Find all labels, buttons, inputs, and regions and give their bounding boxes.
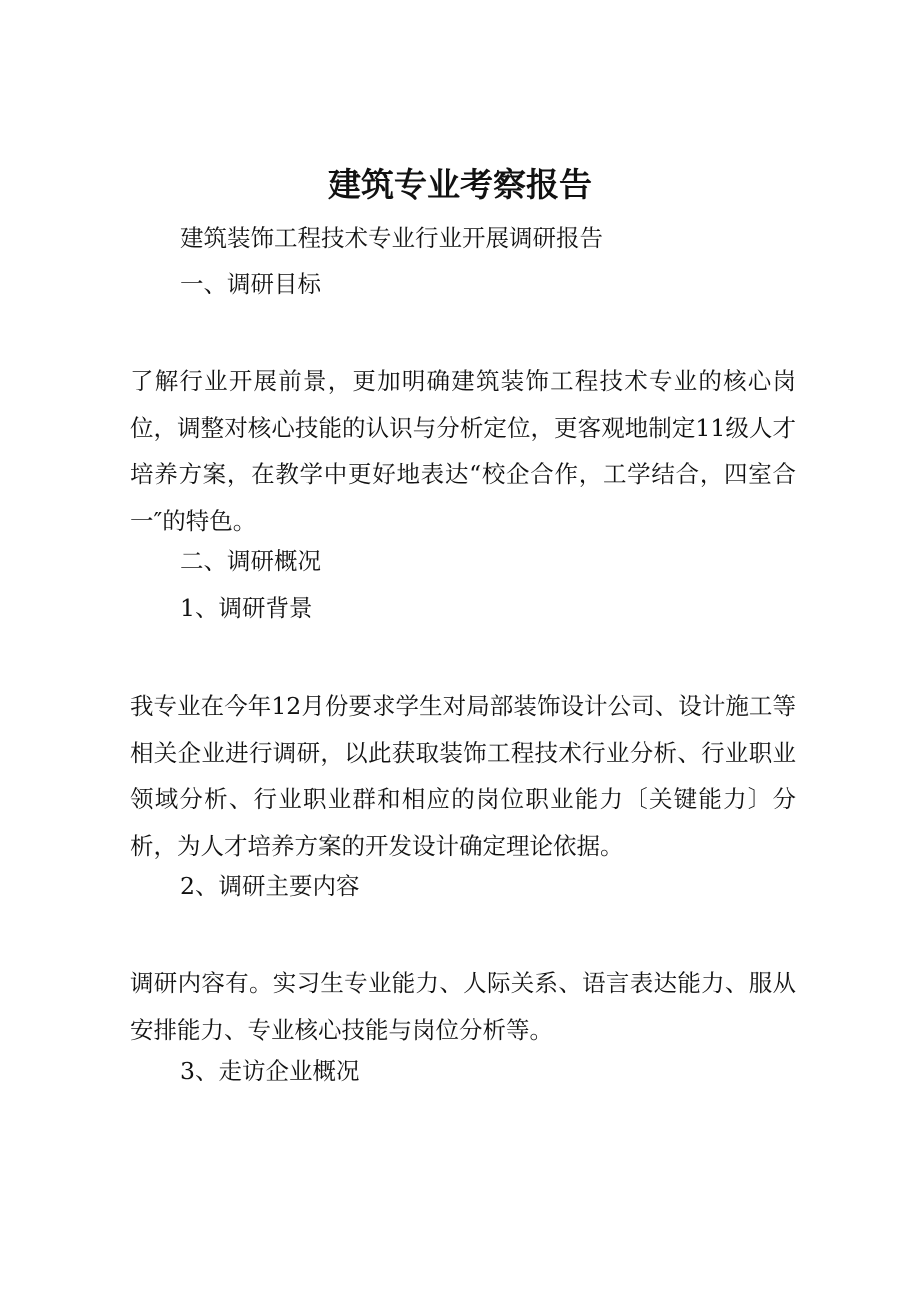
- section-heading-overview: 二、调研概况: [180, 547, 321, 575]
- document-subtitle: 建筑装饰工程技术专业行业开展调研报告: [180, 224, 603, 252]
- document-title: 建筑专业考察报告: [328, 165, 592, 204]
- subsection-heading-background: 1、调研背景: [180, 594, 313, 622]
- paragraph-content: 调研内容有。实习生专业能力、人际关系、语言表达能力、服从安排能力、专业核心技能与岗位分析等。: [130, 969, 796, 1044]
- section-heading-objectives: 一、调研目标: [180, 270, 321, 298]
- paragraph-objectives: 了解行业开展前景，更加明确建筑装饰工程技术专业的核心岗位，调整对核心技能的认识与分析定位，更客观地制定11级人才培养方案，在教学中更好地表达“校企合作，工学结合，四室合一″的特色。: [130, 367, 796, 535]
- paragraph-background: 我专业在今年12月份要求学生对局部装饰设计公司、设计施工等相关企业进行调研，以此获取装饰工程技术行业分析、行业职业领域分析、行业职业群和相应的岗位职业能力〔关键能力〕分析，为人才培养方案的开发设计确定理论依据。: [130, 692, 796, 860]
- subsection-heading-companies: 3、走访企业概况: [180, 1057, 360, 1085]
- subsection-heading-content: 2、调研主要内容: [180, 872, 360, 900]
